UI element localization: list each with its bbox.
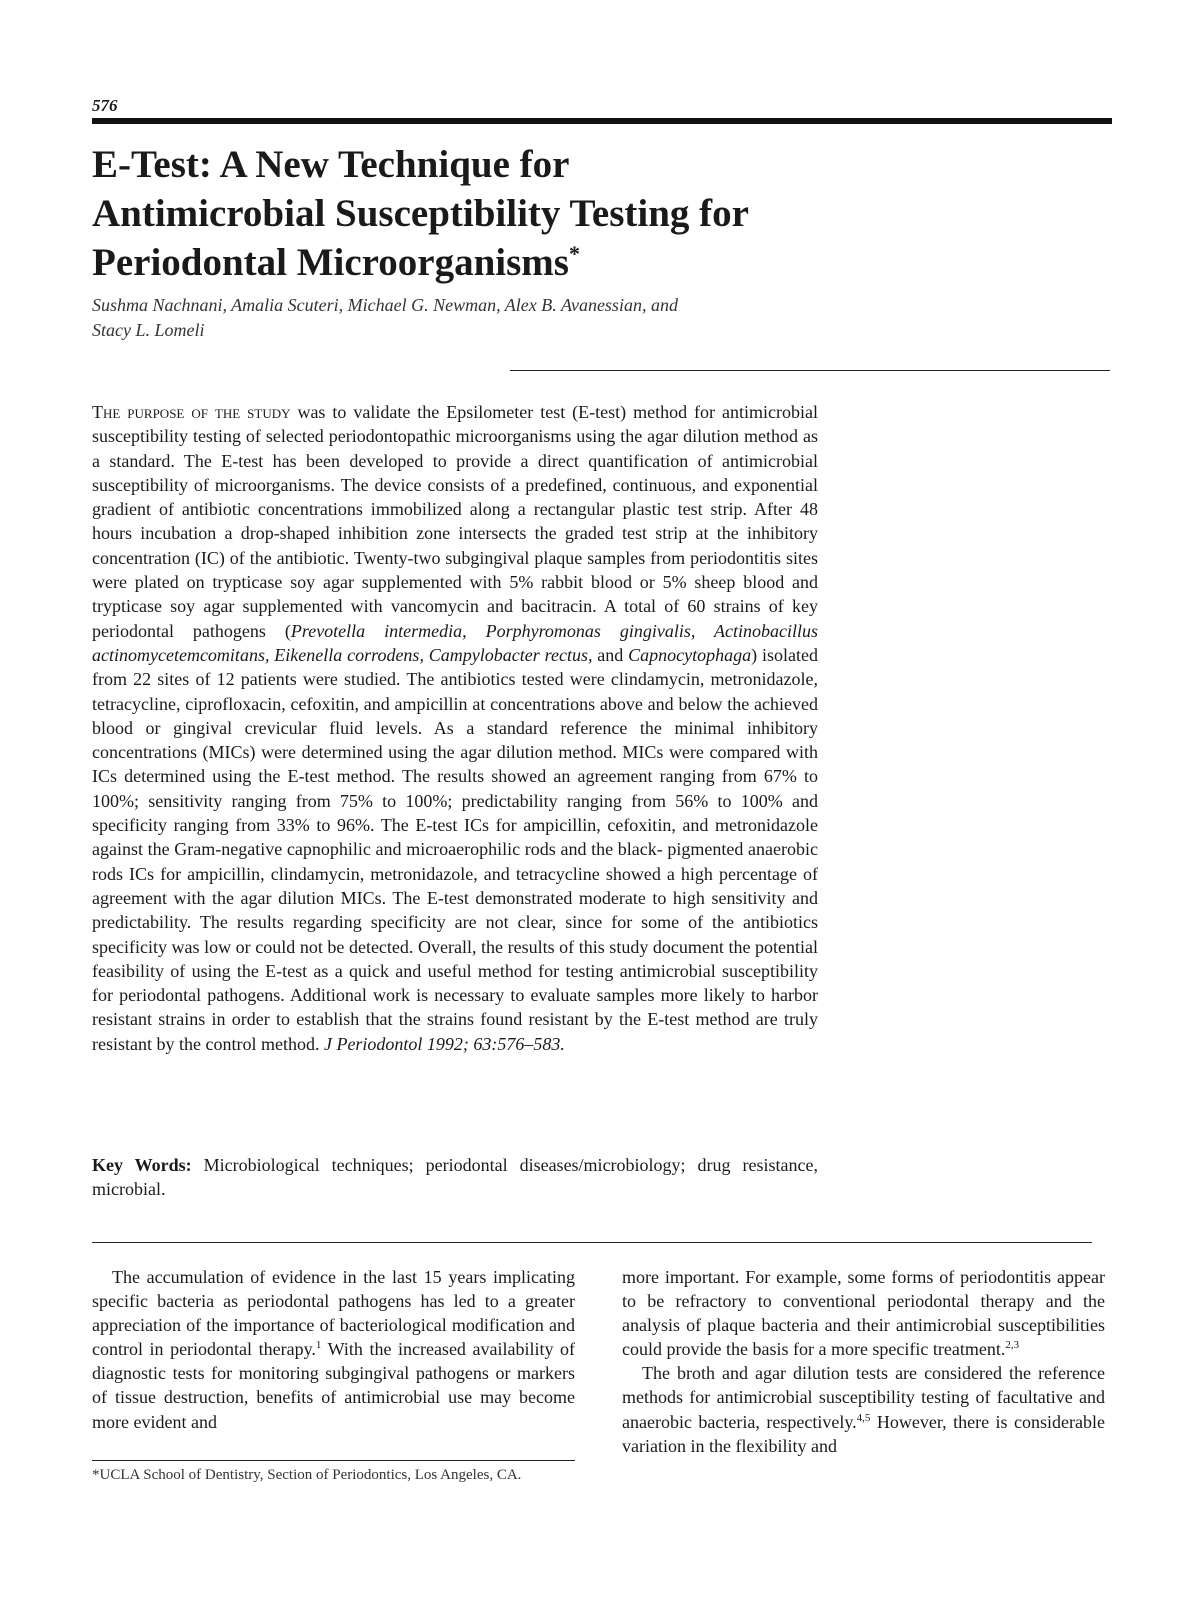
- abstract-species: Prevotella intermedia, Porphyromonas gingivalis, Actinobacillus actinomycetemcomitans, Eikenella corrodens, Campylobacter rectus,: [92, 620, 818, 665]
- body-column-left: [92, 1265, 575, 1434]
- title-line-3: [92, 238, 992, 287]
- body-right-text-c: However, there is considerable variation in the flexibility and: [622, 1411, 1105, 1456]
- title-footnote-mark: *: [568, 241, 580, 266]
- body-right-text-a: more important. For example, some forms of periodontitis appear to be refractory to conventional periodontal therapy and the analysis of plaque bacteria and their antimicrobial susceptibilities could provide the basis for a more specific treatment.: [622, 1267, 1105, 1360]
- paragraph: [622, 1265, 1105, 1361]
- body-right-text-b: The broth and agar dilution tests are considered the reference methods for antimicrobial susceptibility testing of facultative and anaerobic bacteria, respectively.: [622, 1363, 1105, 1432]
- keywords-text: Microbiological techniques; periodontal diseases/microbiology; drug resistance, microbial.: [92, 1155, 818, 1200]
- paragraph: [92, 1265, 575, 1434]
- section-divider: [510, 370, 1110, 371]
- body-divider: [92, 1242, 1092, 1243]
- page-number: 576: [92, 96, 118, 115]
- header-rule: [92, 118, 1112, 124]
- footnote-rule: [92, 1460, 575, 1461]
- title-line-3-text: Periodontal Microorganisms: [92, 241, 569, 284]
- keywords-label: Key Words:: [92, 1155, 192, 1175]
- body-left-text-a: The accumulation of evidence in the last 15 years implicating specific bacteria as periodontal pathogens has led to a greater appreciation of the importance of bacteriological modification and control in periodontal therapy.: [92, 1267, 575, 1360]
- abstract-citation: J Periodontol 1992; 63:576–583.: [323, 1033, 565, 1054]
- reference-mark: 2,3: [1005, 1339, 1020, 1352]
- abstract-species-2: Capnocytophaga: [628, 644, 752, 665]
- title-line-2: Antimicrobial Susceptibility Testing for: [92, 192, 749, 235]
- keywords: [92, 1153, 818, 1202]
- title-line-1: E-Test: A New Technique for: [92, 143, 570, 186]
- author-list: [92, 293, 852, 343]
- abstract-text-1: was to validate the Epsilometer test (E-test) method for antimicrobial susceptibility testing of selected periodontopathic microorganisms using the agar dilution method as a standard. The E-test has been developed to provide a direct quantification of antimicrobial susceptibility of microorganisms. The device consists of a predefined, continuous, and exponential gradient of antibiotic concentrations immobilized along a rectangular plastic test strip. After 48 hours incubation a drop-shaped inhibition zone intersects the graded test strip at the inhibitory concentration (IC) of the antibiotic. Twenty-two subgingival plaque samples from periodontitis sites were plated on trypticase soy agar supplemented with 5% rabbit blood or 5% sheep blood and trypticase soy agar supplemented with vancomycin and bacitracin. A total of 60 strains of key periodontal pathogens (: [92, 402, 818, 641]
- body-column-right: [622, 1265, 1105, 1458]
- reference-mark: 1: [315, 1339, 322, 1352]
- authors-line-2: Stacy L. Lomeli: [92, 320, 205, 340]
- reference-mark: 4,5: [856, 1411, 871, 1424]
- abstract-lead: The purpose of the study: [92, 402, 291, 422]
- authors-line-1: Sushma Nachnani, Amalia Scuteri, Michael G. Newman, Alex B. Avanessian, and: [92, 295, 678, 315]
- abstract-and: and: [592, 644, 629, 665]
- footnote: *UCLA School of Dentistry, Section of Periodontics, Los Angeles, CA.: [92, 1467, 522, 1483]
- abstract-text-2: ) isolated from 22 sites of 12 patients were studied. The antibiotics tested were clindamycin, metronidazole, tetracycline, ciprofloxacin, cefoxitin, and ampicillin at concentrations above and below the achieved blood or gingival crevicular fluid levels. As a standard reference the minimal inhibitory concentrations (MICs) were determined using the agar dilution method. MICs were compared with ICs determined using the E-test method. The results showed an agreement ranging from 67% to 100%; sensitivity ranging from 75% to 100%; predictability ranging from 56% to 100% and specificity ranging from 33% to 96%. The E-test ICs for ampicillin, cefoxitin, and metronidazole against the Gram-negative capnophilic and microaerophilic rods and the black- pigmented anaerobic rods ICs for ampicillin, clindamycin, metronidazole, and tetracycline showed a high percentage of agreement with the agar dilution MICs. The E-test demonstrated moderate to high sensitivity and predictability. The results regarding specificity are not clear, since for some of the antibiotics specificity was low or could not be detected. Overall, the results of this study document the potential feasibility of using the E-test as a quick and useful method for testing antimicrobial susceptibility for periodontal pathogens. Additional work is necessary to evaluate samples more likely to harbor resistant strains in order to establish that the strains found resistant by the E-test method are truly resistant by the control method.: [92, 644, 818, 1054]
- body-left-text-b: With the increased availability of diagnostic tests for monitoring subgingival pathogens or markers of tissue destruction, benefits of antimicrobial use may become more evident and: [92, 1339, 575, 1432]
- article-title: [92, 140, 992, 287]
- paragraph: [622, 1361, 1105, 1457]
- abstract: [92, 400, 818, 1056]
